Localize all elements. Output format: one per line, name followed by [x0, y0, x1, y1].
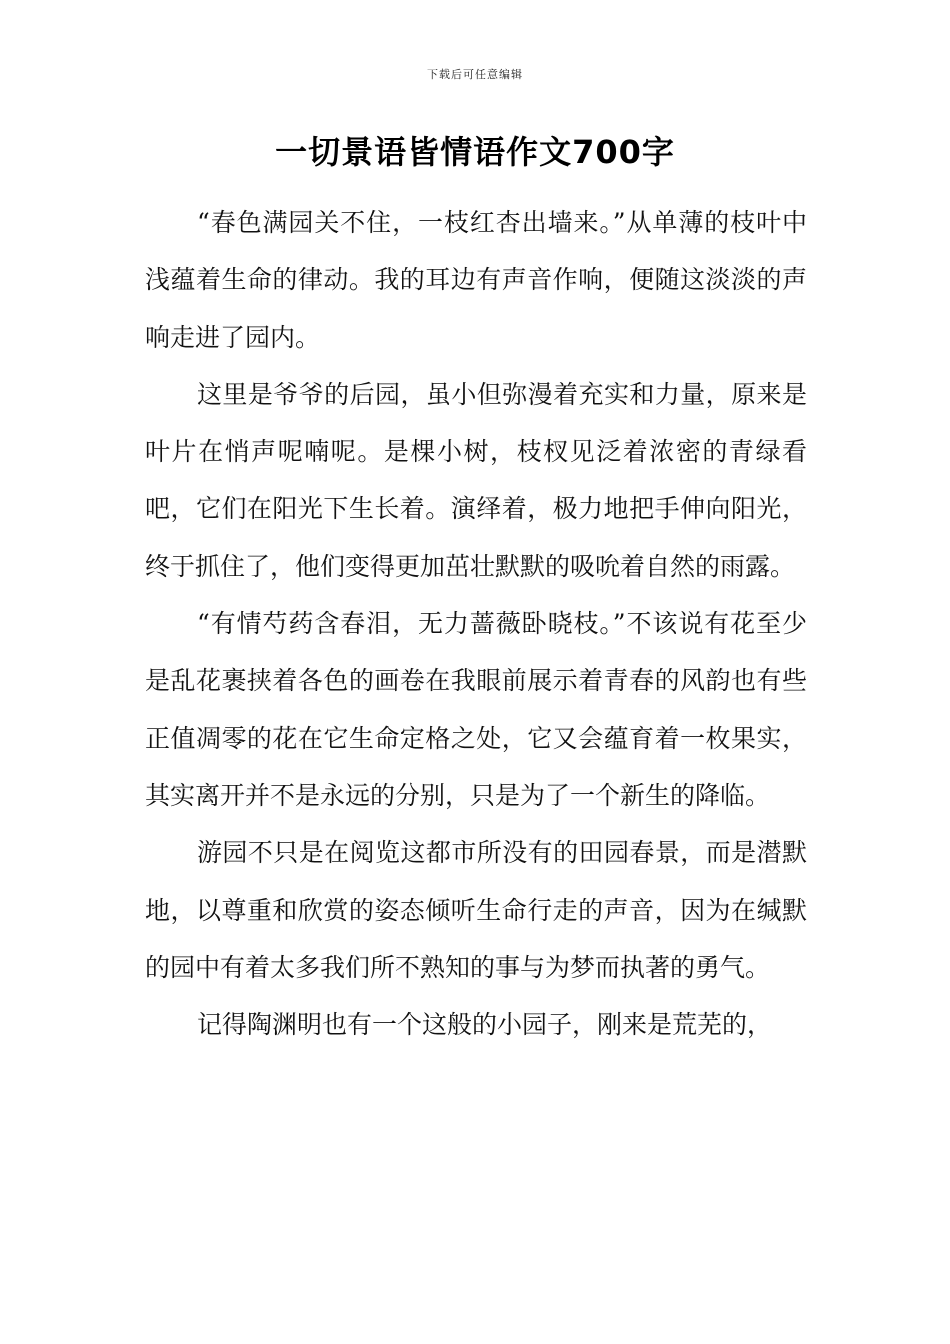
document-title: 一切景语皆情语作文700字	[275, 133, 675, 171]
paragraph: “春色满园关不住，一枝红杏出墙来。”从单薄的枝叶中浅蕴着生命的律动。我的耳边有声音作响，便随这淡淡的声响走进了园内。	[145, 208, 807, 352]
paragraph: “有情芍药含春泪，无力蔷薇卧晓枝。”不该说有花至少是乱花裹挟着各色的画卷在我眼前展示着青春的风韵也有些正值凋零的花在它生命定格之处，它又会蕴育着一枚果实，其实离开并不是永远的分别，只是为了一个新生的降临。	[145, 609, 807, 810]
document-body	[145, 194, 807, 1053]
header-note: 下载后可任意编辑	[427, 68, 523, 81]
paragraph: 记得陶渊明也有一个这般的小园子，刚来是荒芜的，	[197, 1010, 773, 1040]
paragraph: 这里是爷爷的后园，虽小但弥漫着充实和力量，原来是叶片在悄声呢喃呢。是棵小树，枝杈见泛着浓密的青绿看吧，它们在阳光下生长着。演绎着，极力地把手伸向阳光，终于抓住了，他们变得更加茁壮默默的吸吮着自然的雨露。	[145, 379, 807, 581]
paragraph: 游园不只是在阅览这都市所没有的田园春景，而是潜默地，以尊重和欣赏的姿态倾听生命行走的声音，因为在缄默的园中有着太多我们所不熟知的事与为梦而执著的勇气。	[145, 838, 807, 982]
